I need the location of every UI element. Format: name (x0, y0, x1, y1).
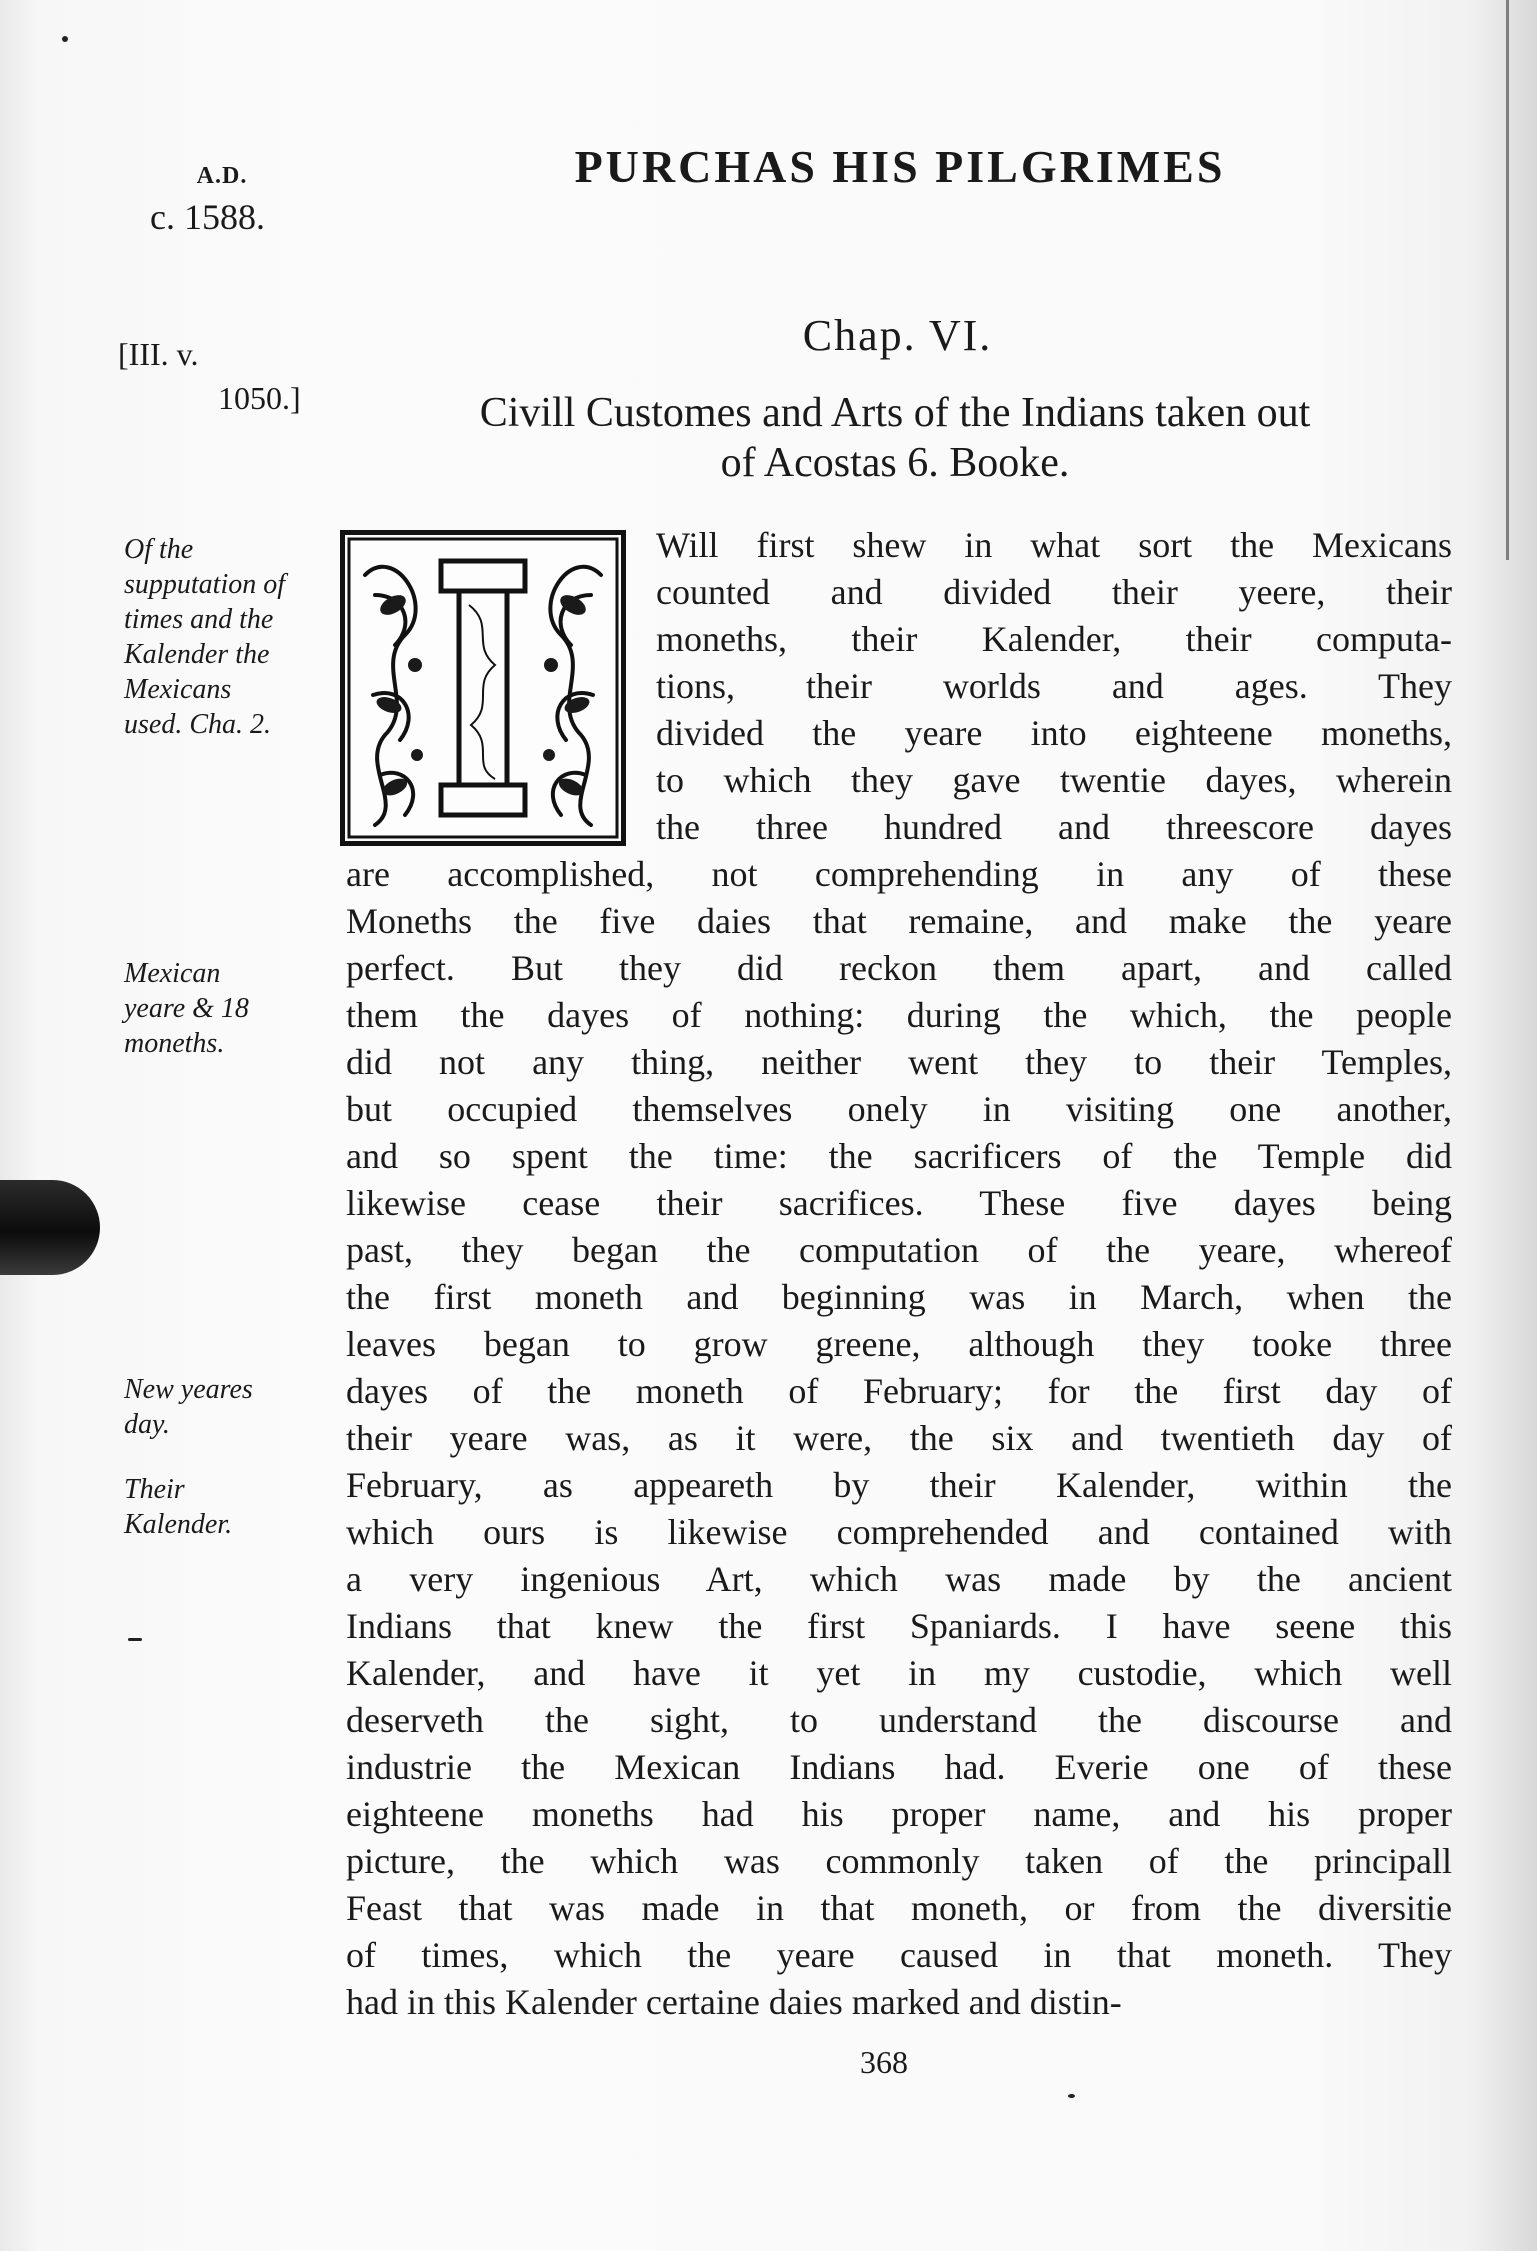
text-line: picture, the which was commonly taken of the principall (346, 1841, 1452, 1881)
text-line: divided the yeare into eighteene moneths, (656, 713, 1452, 753)
margin-note-their-kalender (124, 1472, 334, 1542)
text-line: the first moneth and beginning was in March, when the (346, 1277, 1452, 1317)
margin-note-mexican-yeare (124, 956, 334, 1061)
speck (128, 1638, 142, 1641)
text-line: counted and divided their yeere, their (656, 572, 1452, 612)
margin-note-line: supputation of (124, 569, 286, 600)
text-line: dayes of the moneth of February; for the first day of (346, 1371, 1452, 1411)
text-line: eighteene moneths had his proper name, and his proper (346, 1794, 1452, 1834)
text-line: their yeare was, as it were, the six and twentieth day of (346, 1418, 1452, 1458)
ornamental-initial (340, 530, 626, 846)
margin-note-line: moneths. (124, 1028, 225, 1059)
text-line: Moneths the five daies that remaine, and make the yeare (346, 901, 1452, 941)
text-line: did not any thing, neither went they to their Temples, (346, 1042, 1452, 1082)
text-line: moneths, their Kalender, their computa- (656, 619, 1452, 659)
page-edge-shadow (1506, 0, 1509, 560)
ornamental-initial-graphic (345, 535, 621, 841)
margin-note-line: Kalender. (124, 1509, 233, 1540)
chapter-title (330, 388, 1460, 488)
text-line: February, as appeareth by their Kalender, within the (346, 1465, 1452, 1505)
text-line: industrie the Mexican Indians had. Everie one of these (346, 1747, 1452, 1787)
text-line: Kalender, and have it yet in my custodie, which well (346, 1653, 1452, 1693)
margin-note-new-yeares-day (124, 1372, 334, 1442)
text-line: them the dayes of nothing: during the which, the people (346, 995, 1452, 1035)
volume-reference (118, 332, 301, 420)
margin-date-label: A.D. (196, 163, 248, 189)
text-line: past, they began the computation of the yeare, whereof (346, 1230, 1452, 1270)
text-line: Feast that was made in that moneth, or from the diversitie (346, 1888, 1452, 1928)
margin-note-line: Mexicans (124, 674, 232, 705)
text-line: Will first shew in what sort the Mexicans (656, 525, 1452, 565)
margin-note-line: New yeares (124, 1374, 253, 1405)
text-line: had in this Kalender certaine daies marked and distin- (346, 1982, 1122, 2022)
volume-page: 1050.] (218, 380, 301, 416)
text-line: but occupied themselves onely in visiting one another, (346, 1089, 1452, 1129)
margin-note-line: Of the (124, 534, 194, 565)
margin-note-line: Mexican (124, 958, 221, 989)
margin-note-line: used. Cha. 2. (124, 709, 271, 740)
text-line: leaves began to grow greene, although they tooke three (346, 1324, 1452, 1364)
margin-date-year: c. 1588. (150, 197, 265, 237)
text-line: perfect. But they did reckon them apart, and called (346, 948, 1452, 988)
margin-note-line: yeare & 18 (124, 993, 249, 1024)
speck (1068, 2094, 1075, 2098)
chapter-title-line-2: of Acostas 6. Booke. (720, 440, 1070, 486)
opening-paragraph-beside-initial (656, 522, 1452, 851)
speck (62, 36, 68, 42)
text-line: a very ingenious Art, which was made by the ancient (346, 1559, 1452, 1599)
text-line: are accomplished, not comprehending in any of these (346, 854, 1452, 894)
text-line: which ours is likewise comprehended and contained with (346, 1512, 1452, 1552)
text-line: likewise cease their sacrifices. These five dayes being (346, 1183, 1452, 1223)
text-line: tions, their worlds and ages. They (656, 666, 1452, 706)
page-number: 368 (860, 2044, 908, 2080)
chapter-title-line-1: Civill Customes and Arts of the Indians taken out (479, 390, 1311, 436)
text-line: of times, which the yeare caused in that moneth. They (346, 1935, 1452, 1975)
chapter-heading: Chap. VI. (802, 311, 993, 360)
margin-note-line: Kalender the (124, 639, 270, 670)
text-line: deserveth the sight, to understand the discourse and (346, 1700, 1452, 1740)
main-paragraph (346, 851, 1452, 2026)
margin-note-line: times and the (124, 604, 274, 635)
margin-note-calendar (124, 532, 334, 742)
text-line: and so spent the time: the sacrificers of the Temple did (346, 1136, 1452, 1176)
text-line: Indians that knew the first Spaniards. I have seene this (346, 1606, 1452, 1646)
margin-note-line: Their (124, 1474, 185, 1505)
running-title: PURCHAS HIS PILGRIMES (574, 141, 1226, 192)
text-line: the three hundred and threescore dayes (656, 807, 1452, 847)
thumb-shadow (0, 1180, 100, 1275)
margin-note-line: day. (124, 1409, 170, 1440)
text-line: to which they gave twentie dayes, wherein (656, 760, 1452, 800)
volume-number: [III. v. (118, 336, 199, 372)
